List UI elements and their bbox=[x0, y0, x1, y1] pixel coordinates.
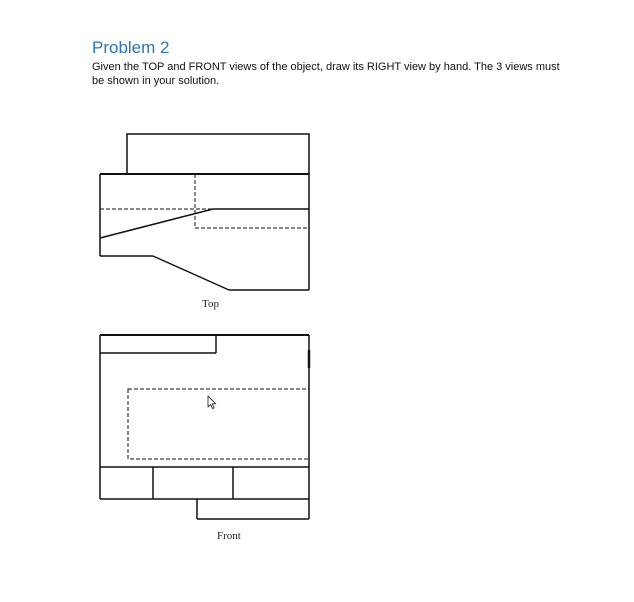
front-view-caption: Front bbox=[217, 530, 241, 542]
problem-description: Given the TOP and FRONT views of the object, draw its RIGHT view by hand. The 3 views must be shown in your solution. bbox=[92, 61, 560, 87]
top-view-back-block bbox=[127, 134, 309, 174]
front-view-hidden-pocket bbox=[128, 389, 309, 459]
top-view-chamfer-edge bbox=[153, 256, 229, 290]
top-view-caption: Top bbox=[202, 298, 219, 310]
mouse-pointer-icon bbox=[208, 396, 216, 409]
problem-title: Problem 2 bbox=[92, 38, 170, 57]
top-view-slope-line bbox=[100, 209, 213, 238]
front-view bbox=[100, 335, 309, 519]
top-view bbox=[100, 134, 309, 290]
